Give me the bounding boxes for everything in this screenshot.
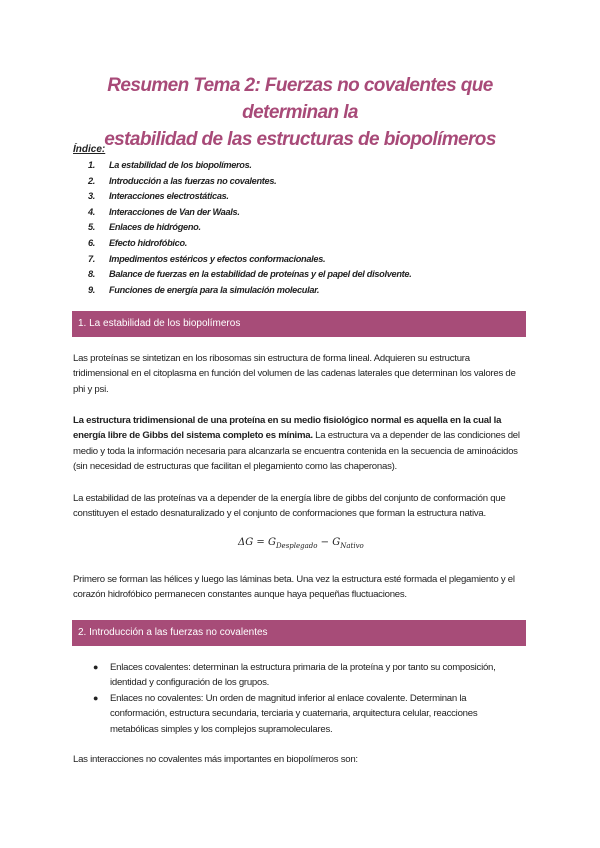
document-title [60,72,540,153]
index-item: 9. Funciones de energía para la simulación molecular. [88,284,320,295]
index-item: 3. Interacciones electrostáticas. [88,191,229,202]
section-1-heading: 1. La estabilidad de los biopolímeros [72,311,526,337]
index-item: 4. Interacciones de Van der Waals. [88,206,240,217]
index-list [88,158,411,298]
section-1-paragraph-1: Las proteínas se sintetizan en los ribosomas sin estructura de forma lineal. Adquieren su estructura tridimensional en el citoplasma en función del volumen de las cadenas laterales que determinan los valores de phi y psi. [73,353,516,395]
index-item: 8. Balance de fuerzas en la estabilidad de proteínas y el papel del disolvente. [88,269,412,280]
index-label: Índice: [73,144,106,155]
section-2-paragraph-1: Las interacciones no covalentes más importantes en biopolímeros son: [73,754,358,765]
bullet-icon: ● [93,692,99,703]
index-item: 5. Enlaces de hidrógeno. [88,222,201,233]
list-item: ● Enlaces covalentes: determinan la estructura primaria de la proteína y por tanto su composición, identidad y configuración de los grupos. [93,662,496,689]
title-line-2: estabilidad de las estructuras de biopolímeros [104,129,496,150]
gibbs-formula: $\Delta G = G_{Desplegado} - G_{Nativo}$ [238,537,364,550]
index-item: 1. La estabilidad de los biopolímeros. [88,160,252,170]
index-item: 7. Impedimentos estéricos y efectos conformacionales. [88,253,326,264]
index-item: 6. Efecto hidrofóbico. [88,237,188,248]
list-item: ● Enlaces no covalentes: Un orden de magnitud inferior al enlace covalente. Determinan la conformación, estructura secundaria, terciaria y cuaternaria, arquitectura celular, reacciones metabólicas simples y los complejos supramoleculares. [93,692,478,735]
title-line-1: Resumen Tema 2: Fuerzas no covalentes que determinan la [107,75,493,123]
section-1-paragraph-3: La estabilidad de las proteínas va a depender de la energía libre de gibbs del conjunto de conformación que constituyen el estado desnaturalizado y el conjunto de conformaciones que forman la estructura nativa. [73,493,506,520]
bullet-list [93,660,523,737]
section-1-paragraph-4: Primero se forman las hélices y luego las láminas beta. Una vez la estructura esté formada el plegamiento y el corazón hidrofóbico permanecen constantes aunque haya pequeñas fluctuaciones. [73,574,515,601]
bullet-icon: ● [93,662,99,672]
key-statement: La estructura tridimensional de una proteína en su medio fisiológico normal es aquella en la cual la energía libre de Gibbs del sistema completo es mínima. [73,415,502,442]
section-2-heading: 2. Introducción a las fuerzas no covalentes [72,620,526,646]
index-item: 2. Introducción a las fuerzas no covalentes. [88,175,277,186]
section-1-paragraph-2: La estructura tridimensional de una proteína en su medio fisiológico normal es aquella en la cual la energía libre de Gibbs del sistema completo es mínima. La estructura va a depender de las condiciones del medio y toda la información necesaria para alcanzarla se encuentra contenida en la secuencia de aminoácidos (sin necesidad de estructuras que facilitan el plegamiento como las chaperonas). [73,415,520,473]
